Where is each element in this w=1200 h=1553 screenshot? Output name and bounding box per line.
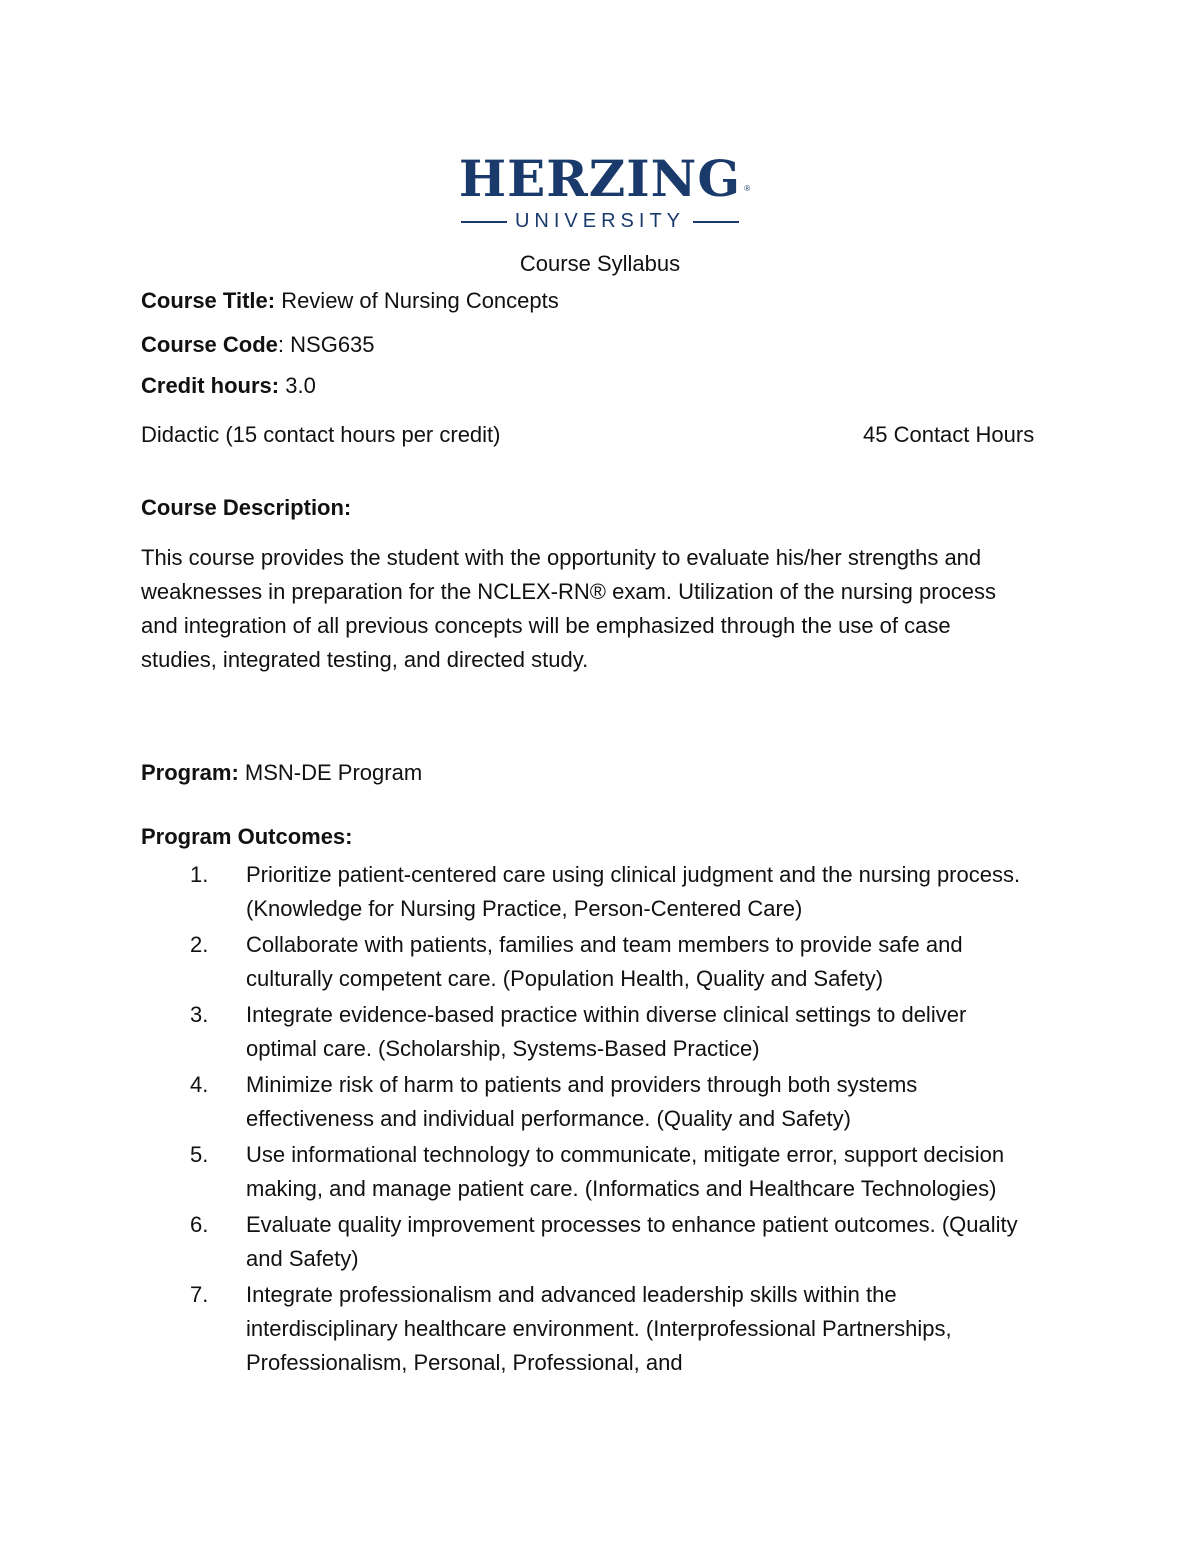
outcome-text: Prioritize patient-centered care using clinical judgment and the nursing process. (Knowledge for Nursing Practice, Person-Centered Care) [246, 862, 1021, 921]
outcome-item [141, 1278, 1041, 1380]
outcome-item [141, 1208, 1041, 1276]
course-code-label: Course Code [141, 332, 278, 357]
logo-registered-mark: ® [744, 184, 752, 193]
course-title-label: Course Title: [141, 288, 276, 313]
outcome-text: Minimize risk of harm to patients and providers through both systems effectiveness and individual performance. (Quality and Safety) [246, 1072, 918, 1131]
outcome-number: 2. [190, 932, 209, 957]
course-description-label: Course Description: [141, 495, 352, 520]
course-description-text: This course provides the student with the opportunity to evaluate his/her strengths and weaknesses in preparation for the NCLEX-RN® exam. Utilization of the nursing process and integration of all previous concepts will be emphasized through the use of case studies, integrated testing, and directed study. [141, 545, 997, 672]
outcome-number: 4. [190, 1072, 209, 1097]
page-title: Course Syllabus [519, 251, 681, 276]
outcome-item [141, 858, 1041, 926]
credit-hours-label: Credit hours: [141, 373, 280, 398]
herzing-university-logo [0, 150, 1200, 233]
logo-subtitle [0, 210, 1200, 233]
course-code-line [141, 331, 375, 359]
outcome-text: Evaluate quality improvement processes to enhance patient outcomes. (Quality and Safety) [246, 1212, 1018, 1271]
course-code-value: : NSG635 [277, 332, 375, 357]
logo-rule-right [693, 221, 739, 223]
program-value: MSN-DE Program [244, 760, 423, 785]
outcome-text: Integrate professionalism and advanced leadership skills within the interdisciplinary healthcare environment. (Interprofessional Partnerships, Professionalism, Personal, Professional, and [246, 1282, 952, 1375]
program-outcomes-label: Program Outcomes: [141, 824, 353, 849]
outcome-text: Integrate evidence-based practice within diverse clinical settings to deliver optimal care. (Scholarship, Systems-Based Practice) [246, 1002, 967, 1061]
logo-wordmark [458, 149, 752, 208]
program-line [141, 759, 422, 787]
credit-hours-value: 3.0 [285, 373, 316, 398]
outcome-number: 3. [190, 1002, 209, 1027]
outcome-number: 7. [190, 1282, 209, 1307]
program-label: Program: [141, 760, 239, 785]
outcome-item [141, 998, 1041, 1066]
outcome-number: 6. [190, 1212, 209, 1237]
course-title-line [141, 287, 559, 315]
outcome-text: Collaborate with patients, families and team members to provide safe and culturally competent care. (Population Health, Quality and Safety) [246, 932, 963, 991]
outcome-number: 1. [190, 862, 209, 887]
logo-name: HERZING [458, 149, 742, 208]
logo-rule-left [461, 221, 507, 223]
outcome-number: 5. [190, 1142, 209, 1167]
outcome-item [141, 928, 1041, 996]
course-description-heading [141, 494, 351, 522]
logo-subtitle-text: UNIVERSITY [514, 210, 686, 232]
outcome-item [141, 1138, 1041, 1206]
course-title-value: Review of Nursing Concepts [281, 288, 559, 313]
outcome-item [141, 1068, 1041, 1136]
didactic-line: Didactic (15 contact hours per credit) [141, 422, 501, 447]
program-outcomes-list [141, 858, 1041, 1382]
contact-hours: 45 Contact Hours [863, 422, 1035, 447]
outcome-text: Use informational technology to communicate, mitigate error, support decision making, and manage patient care. (Informatics and Healthcare Technologies) [246, 1142, 1005, 1201]
credit-hours-line [141, 372, 316, 400]
program-outcomes-heading [141, 823, 353, 851]
